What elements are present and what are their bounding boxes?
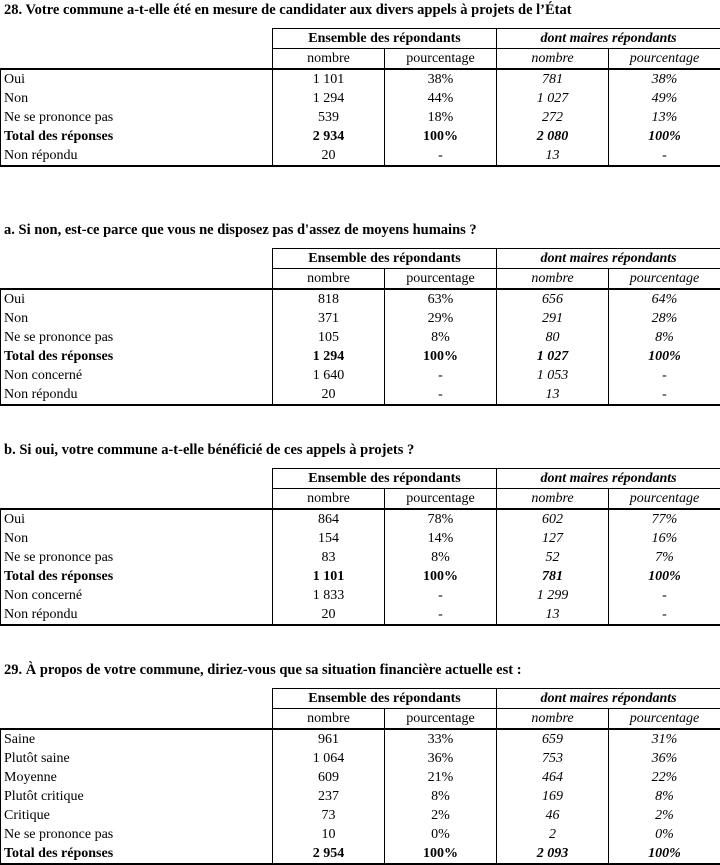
- header-ensemble: Ensemble des répondants: [273, 29, 497, 49]
- cell-maires-nombre: 46: [497, 806, 609, 825]
- cell-maires-pourcentage: 38%: [609, 69, 720, 89]
- cell-maires-nombre: 656: [497, 289, 609, 309]
- cell-pourcentage: 78%: [385, 509, 497, 529]
- cell-nombre: 1 294: [273, 347, 385, 366]
- table-row: [1, 529, 720, 548]
- question-title: a. Si non, est-ce parce que vous ne disposez pas d'assez de moyens humains ?: [4, 222, 477, 239]
- table-row: [1, 509, 720, 529]
- cell-nombre: 818: [273, 289, 385, 309]
- header-maires-nombre: nombre: [497, 269, 609, 290]
- cell-nombre: 20: [273, 146, 385, 166]
- cell-nombre: 961: [273, 729, 385, 749]
- cell-maires-pourcentage: 77%: [609, 509, 720, 529]
- header-ensemble: Ensemble des répondants: [273, 249, 497, 269]
- cell-pourcentage: 2%: [385, 806, 497, 825]
- cell-maires-pourcentage: 64%: [609, 289, 720, 309]
- row-label: Non concerné: [1, 586, 273, 605]
- cell-maires-nombre: 13: [497, 605, 609, 625]
- table-row: [1, 729, 720, 749]
- cell-pourcentage: 33%: [385, 729, 497, 749]
- header-pourcentage: pourcentage: [385, 489, 497, 510]
- cell-maires-nombre: 1 299: [497, 586, 609, 605]
- header-maires: dont maires répondants: [497, 249, 720, 269]
- cell-maires-pourcentage: 100%: [609, 347, 720, 366]
- cell-maires-nombre: 1 053: [497, 366, 609, 385]
- cell-maires-pourcentage: 8%: [609, 328, 720, 347]
- cell-pourcentage: 100%: [385, 127, 497, 146]
- table-row: [1, 787, 720, 806]
- table-row: [1, 366, 720, 385]
- cell-pourcentage: -: [385, 586, 497, 605]
- cell-nombre: 609: [273, 768, 385, 787]
- cell-pourcentage: 14%: [385, 529, 497, 548]
- header-nombre: nombre: [273, 709, 385, 730]
- results-table: [0, 248, 720, 406]
- cell-maires-pourcentage: 2%: [609, 806, 720, 825]
- cell-maires-nombre: 2 093: [497, 844, 609, 864]
- cell-maires-nombre: 781: [497, 69, 609, 89]
- header-maires-nombre: nombre: [497, 49, 609, 70]
- table-row: [1, 146, 720, 166]
- cell-maires-nombre: 272: [497, 108, 609, 127]
- cell-pourcentage: -: [385, 366, 497, 385]
- cell-maires-pourcentage: 31%: [609, 729, 720, 749]
- row-label: Total des réponses: [1, 347, 273, 366]
- cell-maires-pourcentage: 100%: [609, 567, 720, 586]
- table-row: [1, 328, 720, 347]
- cell-nombre: 1 640: [273, 366, 385, 385]
- cell-pourcentage: 100%: [385, 567, 497, 586]
- table-row: [1, 768, 720, 787]
- cell-nombre: 20: [273, 605, 385, 625]
- table-row: [1, 825, 720, 844]
- cell-maires-pourcentage: 13%: [609, 108, 720, 127]
- cell-pourcentage: 21%: [385, 768, 497, 787]
- results-table: [0, 468, 720, 626]
- cell-maires-nombre: 13: [497, 385, 609, 405]
- row-label: Total des réponses: [1, 844, 273, 864]
- table-row: [1, 347, 720, 366]
- results-table: [0, 28, 720, 167]
- cell-nombre: 539: [273, 108, 385, 127]
- results-table: [0, 688, 720, 865]
- cell-nombre: 864: [273, 509, 385, 529]
- cell-nombre: 105: [273, 328, 385, 347]
- cell-pourcentage: 36%: [385, 749, 497, 768]
- row-label: Oui: [1, 289, 273, 309]
- header-ensemble: Ensemble des répondants: [273, 469, 497, 489]
- cell-nombre: 237: [273, 787, 385, 806]
- cell-pourcentage: 100%: [385, 347, 497, 366]
- cell-pourcentage: 8%: [385, 787, 497, 806]
- row-label: Saine: [1, 729, 273, 749]
- cell-maires-pourcentage: 7%: [609, 548, 720, 567]
- table-row: [1, 309, 720, 328]
- row-label: Ne se prononce pas: [1, 825, 273, 844]
- cell-maires-nombre: 52: [497, 548, 609, 567]
- cell-maires-pourcentage: -: [609, 586, 720, 605]
- header-maires-pourcentage: pourcentage: [609, 709, 720, 730]
- cell-pourcentage: 18%: [385, 108, 497, 127]
- header-maires-nombre: nombre: [497, 709, 609, 730]
- cell-nombre: 1 101: [273, 567, 385, 586]
- cell-maires-nombre: 781: [497, 567, 609, 586]
- row-label: Non: [1, 89, 273, 108]
- table-row: [1, 567, 720, 586]
- cell-nombre: 1 064: [273, 749, 385, 768]
- cell-nombre: 371: [273, 309, 385, 328]
- table-row: [1, 586, 720, 605]
- cell-maires-pourcentage: -: [609, 605, 720, 625]
- question-title: 28. Votre commune a-t-elle été en mesure de candidater aux divers appels à projets de l’État: [4, 2, 572, 19]
- table-row: [1, 844, 720, 864]
- cell-nombre: 1 294: [273, 89, 385, 108]
- cell-nombre: 154: [273, 529, 385, 548]
- cell-maires-nombre: 80: [497, 328, 609, 347]
- cell-pourcentage: -: [385, 385, 497, 405]
- cell-nombre: 20: [273, 385, 385, 405]
- header-maires-pourcentage: pourcentage: [609, 269, 720, 290]
- table-row: [1, 806, 720, 825]
- header-nombre: nombre: [273, 489, 385, 510]
- cell-maires-pourcentage: -: [609, 385, 720, 405]
- table-row: [1, 89, 720, 108]
- header-ensemble: Ensemble des répondants: [273, 689, 497, 709]
- row-label: Non: [1, 309, 273, 328]
- table-row: [1, 605, 720, 625]
- row-label: Ne se prononce pas: [1, 548, 273, 567]
- row-label: Non: [1, 529, 273, 548]
- row-label: Non concerné: [1, 366, 273, 385]
- cell-maires-nombre: 169: [497, 787, 609, 806]
- cell-maires-nombre: 291: [497, 309, 609, 328]
- cell-maires-nombre: 2 080: [497, 127, 609, 146]
- table-row: [1, 749, 720, 768]
- cell-maires-pourcentage: 16%: [609, 529, 720, 548]
- row-label: Non répondu: [1, 146, 273, 166]
- cell-maires-pourcentage: -: [609, 366, 720, 385]
- table-row: [1, 127, 720, 146]
- table-row: [1, 69, 720, 89]
- table-row: [1, 385, 720, 405]
- row-label: Ne se prononce pas: [1, 108, 273, 127]
- row-label: Total des réponses: [1, 567, 273, 586]
- cell-pourcentage: -: [385, 605, 497, 625]
- cell-pourcentage: 8%: [385, 548, 497, 567]
- cell-pourcentage: 63%: [385, 289, 497, 309]
- cell-pourcentage: 44%: [385, 89, 497, 108]
- cell-pourcentage: -: [385, 146, 497, 166]
- cell-maires-pourcentage: 49%: [609, 89, 720, 108]
- row-label: Non répondu: [1, 605, 273, 625]
- header-maires: dont maires répondants: [497, 469, 720, 489]
- cell-maires-pourcentage: 36%: [609, 749, 720, 768]
- table-row: [1, 289, 720, 309]
- cell-maires-nombre: 1 027: [497, 89, 609, 108]
- cell-nombre: 10: [273, 825, 385, 844]
- question-title: 29. À propos de votre commune, diriez-vous que sa situation financière actuelle est :: [4, 662, 522, 679]
- row-label: Non répondu: [1, 385, 273, 405]
- cell-nombre: 73: [273, 806, 385, 825]
- table-row: [1, 108, 720, 127]
- cell-pourcentage: 0%: [385, 825, 497, 844]
- header-pourcentage: pourcentage: [385, 49, 497, 70]
- cell-maires-nombre: 753: [497, 749, 609, 768]
- header-maires: dont maires répondants: [497, 689, 720, 709]
- cell-maires-nombre: 602: [497, 509, 609, 529]
- question-title: b. Si oui, votre commune a-t-elle bénéficié de ces appels à projets ?: [4, 442, 414, 459]
- cell-maires-pourcentage: 100%: [609, 127, 720, 146]
- header-pourcentage: pourcentage: [385, 709, 497, 730]
- header-nombre: nombre: [273, 49, 385, 70]
- header-maires-pourcentage: pourcentage: [609, 49, 720, 70]
- row-label: Plutôt critique: [1, 787, 273, 806]
- cell-pourcentage: 38%: [385, 69, 497, 89]
- header-maires-pourcentage: pourcentage: [609, 489, 720, 510]
- cell-nombre: 2 934: [273, 127, 385, 146]
- cell-maires-pourcentage: 22%: [609, 768, 720, 787]
- row-label: Ne se prononce pas: [1, 328, 273, 347]
- row-label: Total des réponses: [1, 127, 273, 146]
- cell-pourcentage: 29%: [385, 309, 497, 328]
- row-label: Oui: [1, 509, 273, 529]
- cell-maires-nombre: 127: [497, 529, 609, 548]
- row-label: Oui: [1, 69, 273, 89]
- table-row: [1, 548, 720, 567]
- cell-maires-pourcentage: -: [609, 146, 720, 166]
- header-pourcentage: pourcentage: [385, 269, 497, 290]
- row-label: Critique: [1, 806, 273, 825]
- cell-nombre: 1 833: [273, 586, 385, 605]
- cell-nombre: 2 954: [273, 844, 385, 864]
- cell-maires-pourcentage: 0%: [609, 825, 720, 844]
- header-nombre: nombre: [273, 269, 385, 290]
- header-maires-nombre: nombre: [497, 489, 609, 510]
- cell-maires-pourcentage: 100%: [609, 844, 720, 864]
- cell-maires-nombre: 1 027: [497, 347, 609, 366]
- cell-maires-pourcentage: 28%: [609, 309, 720, 328]
- cell-maires-nombre: 13: [497, 146, 609, 166]
- cell-pourcentage: 8%: [385, 328, 497, 347]
- row-label: Moyenne: [1, 768, 273, 787]
- cell-maires-pourcentage: 8%: [609, 787, 720, 806]
- row-label: Plutôt saine: [1, 749, 273, 768]
- cell-maires-nombre: 659: [497, 729, 609, 749]
- cell-nombre: 1 101: [273, 69, 385, 89]
- cell-maires-nombre: 464: [497, 768, 609, 787]
- cell-pourcentage: 100%: [385, 844, 497, 864]
- cell-maires-nombre: 2: [497, 825, 609, 844]
- header-maires: dont maires répondants: [497, 29, 720, 49]
- cell-nombre: 83: [273, 548, 385, 567]
